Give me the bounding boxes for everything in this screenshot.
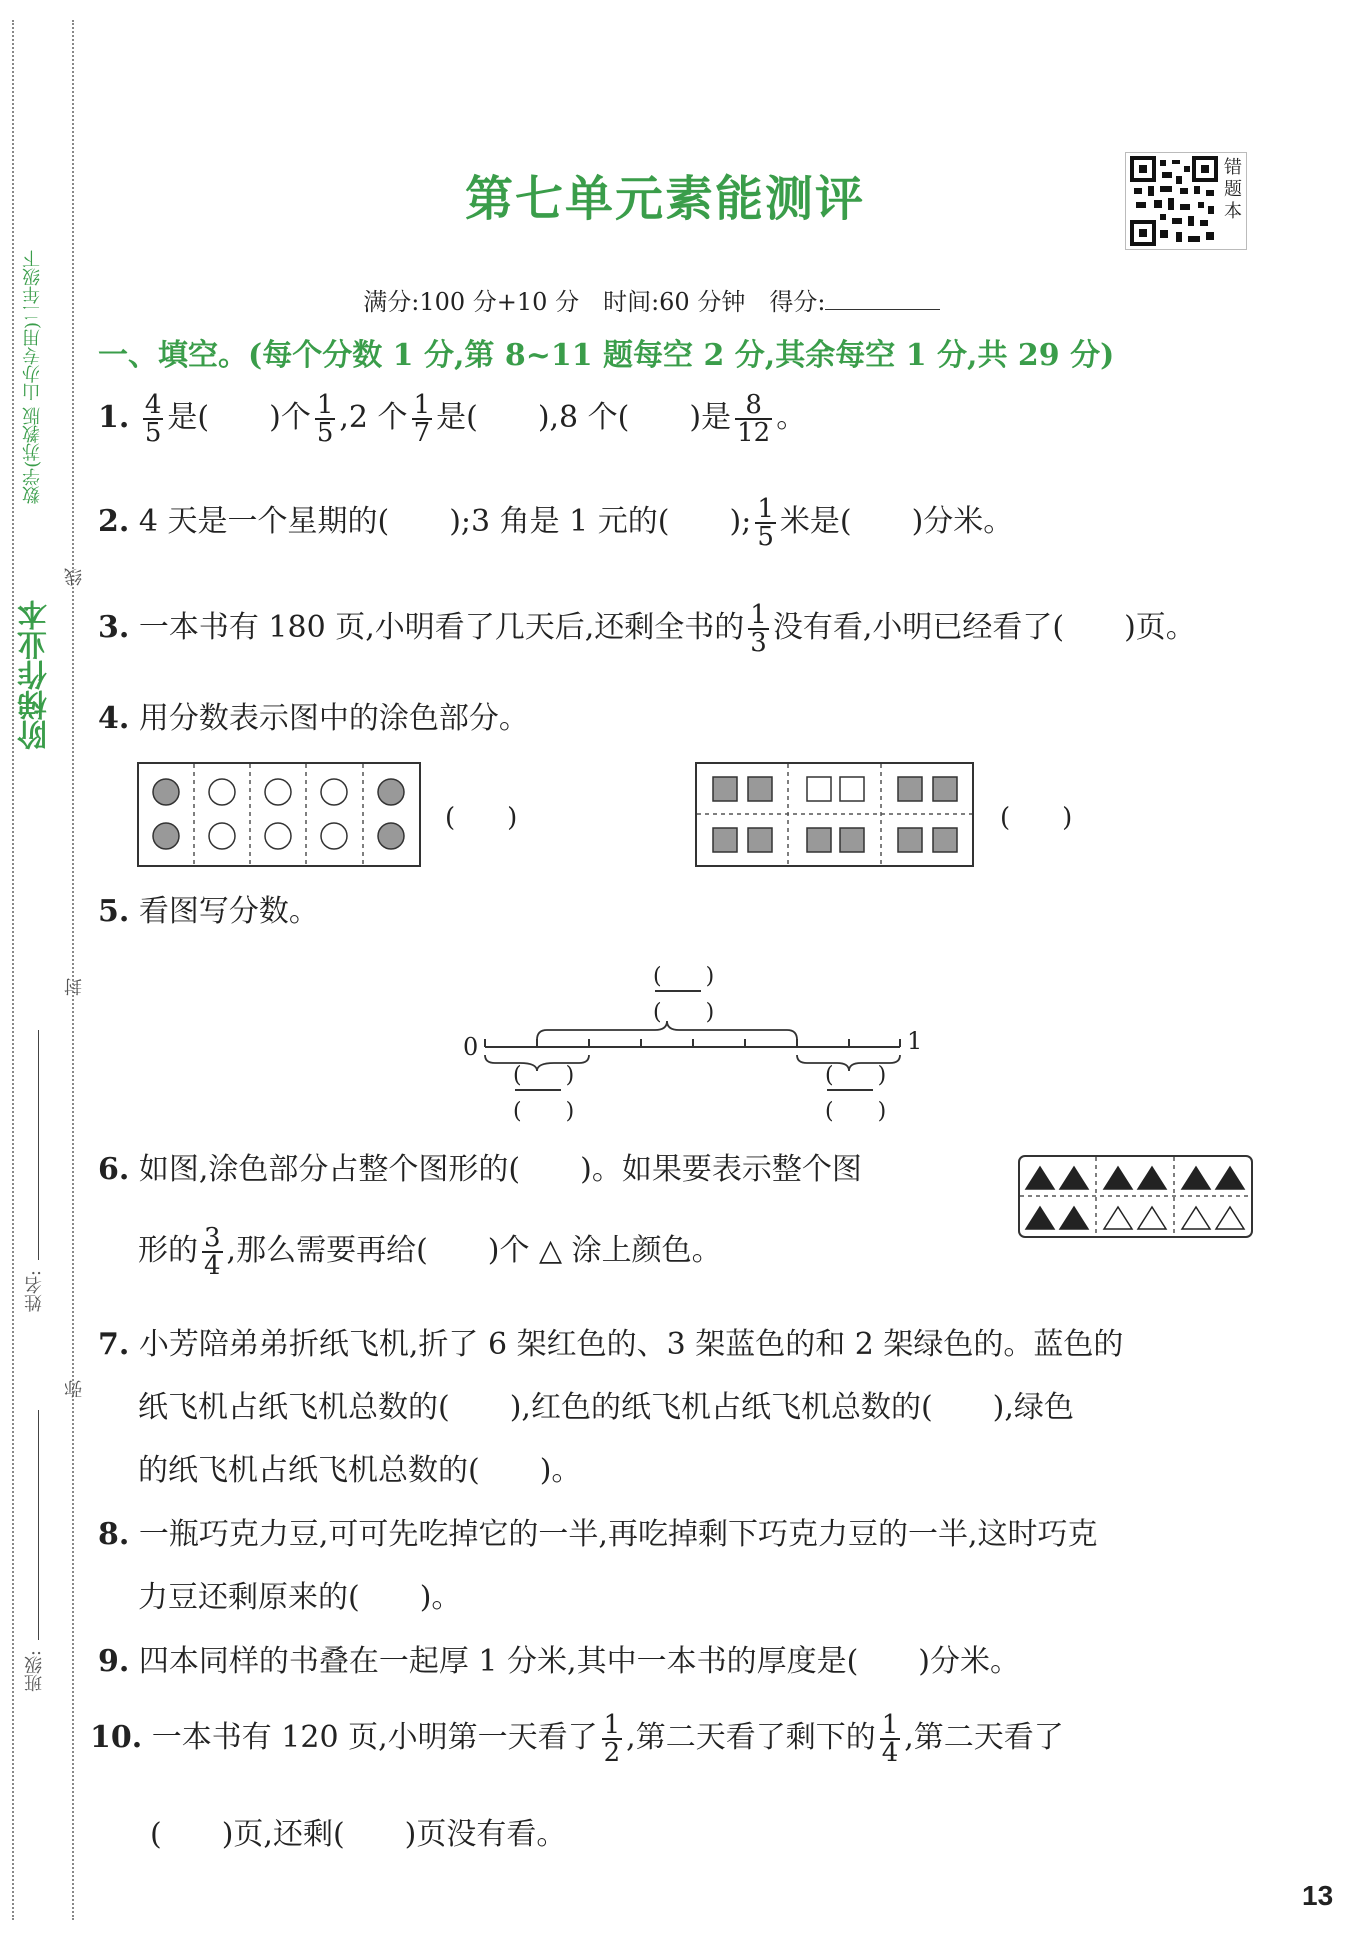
fraction-1-7: $\frac{1}{7}$ — [413, 390, 431, 448]
class-label: 班级: — [24, 1650, 45, 1693]
question-10-line-1: 10. 一本书有 120 页,小明第一天看了 $\frac{1}{2}$ ,第二天看了剩下的 $\frac{1}{4}$ ,第二天看了 — [90, 1710, 1064, 1768]
top-fraction-denominator-blank[interactable]: ( ) — [653, 1000, 715, 1025]
fraction-1-5: $\frac{1}{5}$ — [757, 494, 774, 552]
left-fraction-denominator-blank[interactable]: ( ) — [513, 1099, 575, 1124]
question-7-line-2: 纸飞机占纸飞机总数的( ),红色的纸飞机占纸飞机总数的( ),绿色 — [138, 1390, 1074, 1425]
name-label: 姓名: — [24, 1270, 45, 1313]
number-line-zero: 0 — [463, 1033, 479, 1061]
fraction-3-4: $\frac{3}{4}$ — [204, 1223, 221, 1281]
answer-blank-4a[interactable]: ( ) — [445, 803, 518, 833]
page-number: 13 — [1302, 1880, 1334, 1911]
qr-label: 错 题 本 — [1224, 157, 1242, 222]
question-4: 4. 用分数表示图中的涂色部分。 — [98, 701, 529, 736]
question-8-line-1: 8. 一瓶巧克力豆,可可先吃掉它的一半,再吃掉剩下巧克力豆的一半,这时巧克 — [98, 1517, 1098, 1552]
fraction-1-5: $\frac{1}{5}$ — [316, 390, 334, 448]
right-fraction-denominator-blank[interactable]: ( ) — [825, 1099, 887, 1124]
number-line-figure — [455, 955, 945, 1135]
page-title: 第七单元素能测评 — [465, 171, 866, 227]
book-label: 数学(苏教版 山办专用)二年级下 — [22, 250, 43, 504]
question-9: 9. 四本同样的书叠在一起厚 1 分米,其中一本书的厚度是( )分米。 — [98, 1644, 1020, 1679]
meta-text: 满分:100 分+10 分 时间:60 分钟 得分: — [363, 288, 826, 316]
binding-line-inner — [72, 20, 74, 1920]
question-2: 2. 4 天是一个星期的( );3 角是 1 元的( ); $\frac{1}{5}$ 米是( )分米。 — [98, 494, 1014, 552]
fraction-1-4: $\frac{1}{4}$ — [881, 1710, 899, 1768]
answer-blank-4b[interactable]: ( ) — [1000, 803, 1073, 833]
question-7-line-1: 7. 小芳陪弟弟折纸飞机,折了 6 架红色的、3 架蓝色的和 2 架绿色的。蓝色的 — [98, 1327, 1124, 1362]
question-6-line-2: 形的 $\frac{3}{4}$ ,那么需要再给( )个 △ 涂上颜色。 — [138, 1223, 722, 1281]
triangle-figure — [1018, 1155, 1254, 1239]
side-mi-char: 弥 — [64, 1380, 85, 1398]
name-field[interactable] — [38, 1030, 39, 1260]
question-10-line-2: ( )页,还剩( )页没有看。 — [150, 1817, 567, 1852]
circle-figure — [137, 762, 422, 868]
question-5: 5. 看图写分数。 — [98, 894, 319, 929]
section-header: 一、填空。(每个分数 1 分,第 8~11 题每空 2 分,其余每空 1 分,共 29 分) — [98, 338, 1115, 373]
brand-label: 阶梯作业本 — [18, 600, 53, 750]
right-fraction-numerator-blank[interactable]: ( ) — [825, 1063, 887, 1088]
question-6-line-1: 6. 如图,涂色部分占整个图形的( )。如果要表示整个图 — [98, 1152, 862, 1187]
question-3: 3. 一本书有 180 页,小明看了几天后,还剩全书的 $\frac{1}{3}$ 没有看,小明已经看了( )页。 — [98, 600, 1196, 658]
fraction-8-12: $\frac{8}{12}$ — [737, 390, 771, 448]
binding-line-outer — [12, 20, 14, 1920]
fraction-1-2: $\frac{1}{2}$ — [603, 1710, 621, 1768]
square-figure — [695, 762, 975, 868]
fraction-4-5: $\frac{4}{5}$ — [144, 390, 162, 448]
number-line-one: 1 — [907, 1027, 923, 1055]
top-fraction-numerator-blank[interactable]: ( ) — [653, 964, 715, 989]
left-fraction-numerator-blank[interactable]: ( ) — [513, 1063, 575, 1088]
score-time-info — [348, 254, 940, 317]
question-1: 1. $\frac{4}{5}$ 是( )个 $\frac{1}{5}$ ,2 个 $\frac{1}{7}$ 是( ),8 个( )是 $\frac{8}{12}$ 。 — [98, 390, 807, 448]
class-field[interactable] — [38, 1410, 39, 1640]
fraction-1-3: $\frac{1}{3}$ — [750, 600, 767, 658]
side-line-char: 线 — [64, 568, 85, 586]
score-field[interactable] — [825, 309, 940, 310]
qr-code-icon[interactable] — [1125, 152, 1247, 250]
side-seal-char: 封 — [64, 978, 85, 996]
question-7-line-3: 的纸飞机占纸飞机总数的( )。 — [138, 1453, 582, 1488]
question-8-line-2: 力豆还剩原来的( )。 — [138, 1580, 462, 1615]
